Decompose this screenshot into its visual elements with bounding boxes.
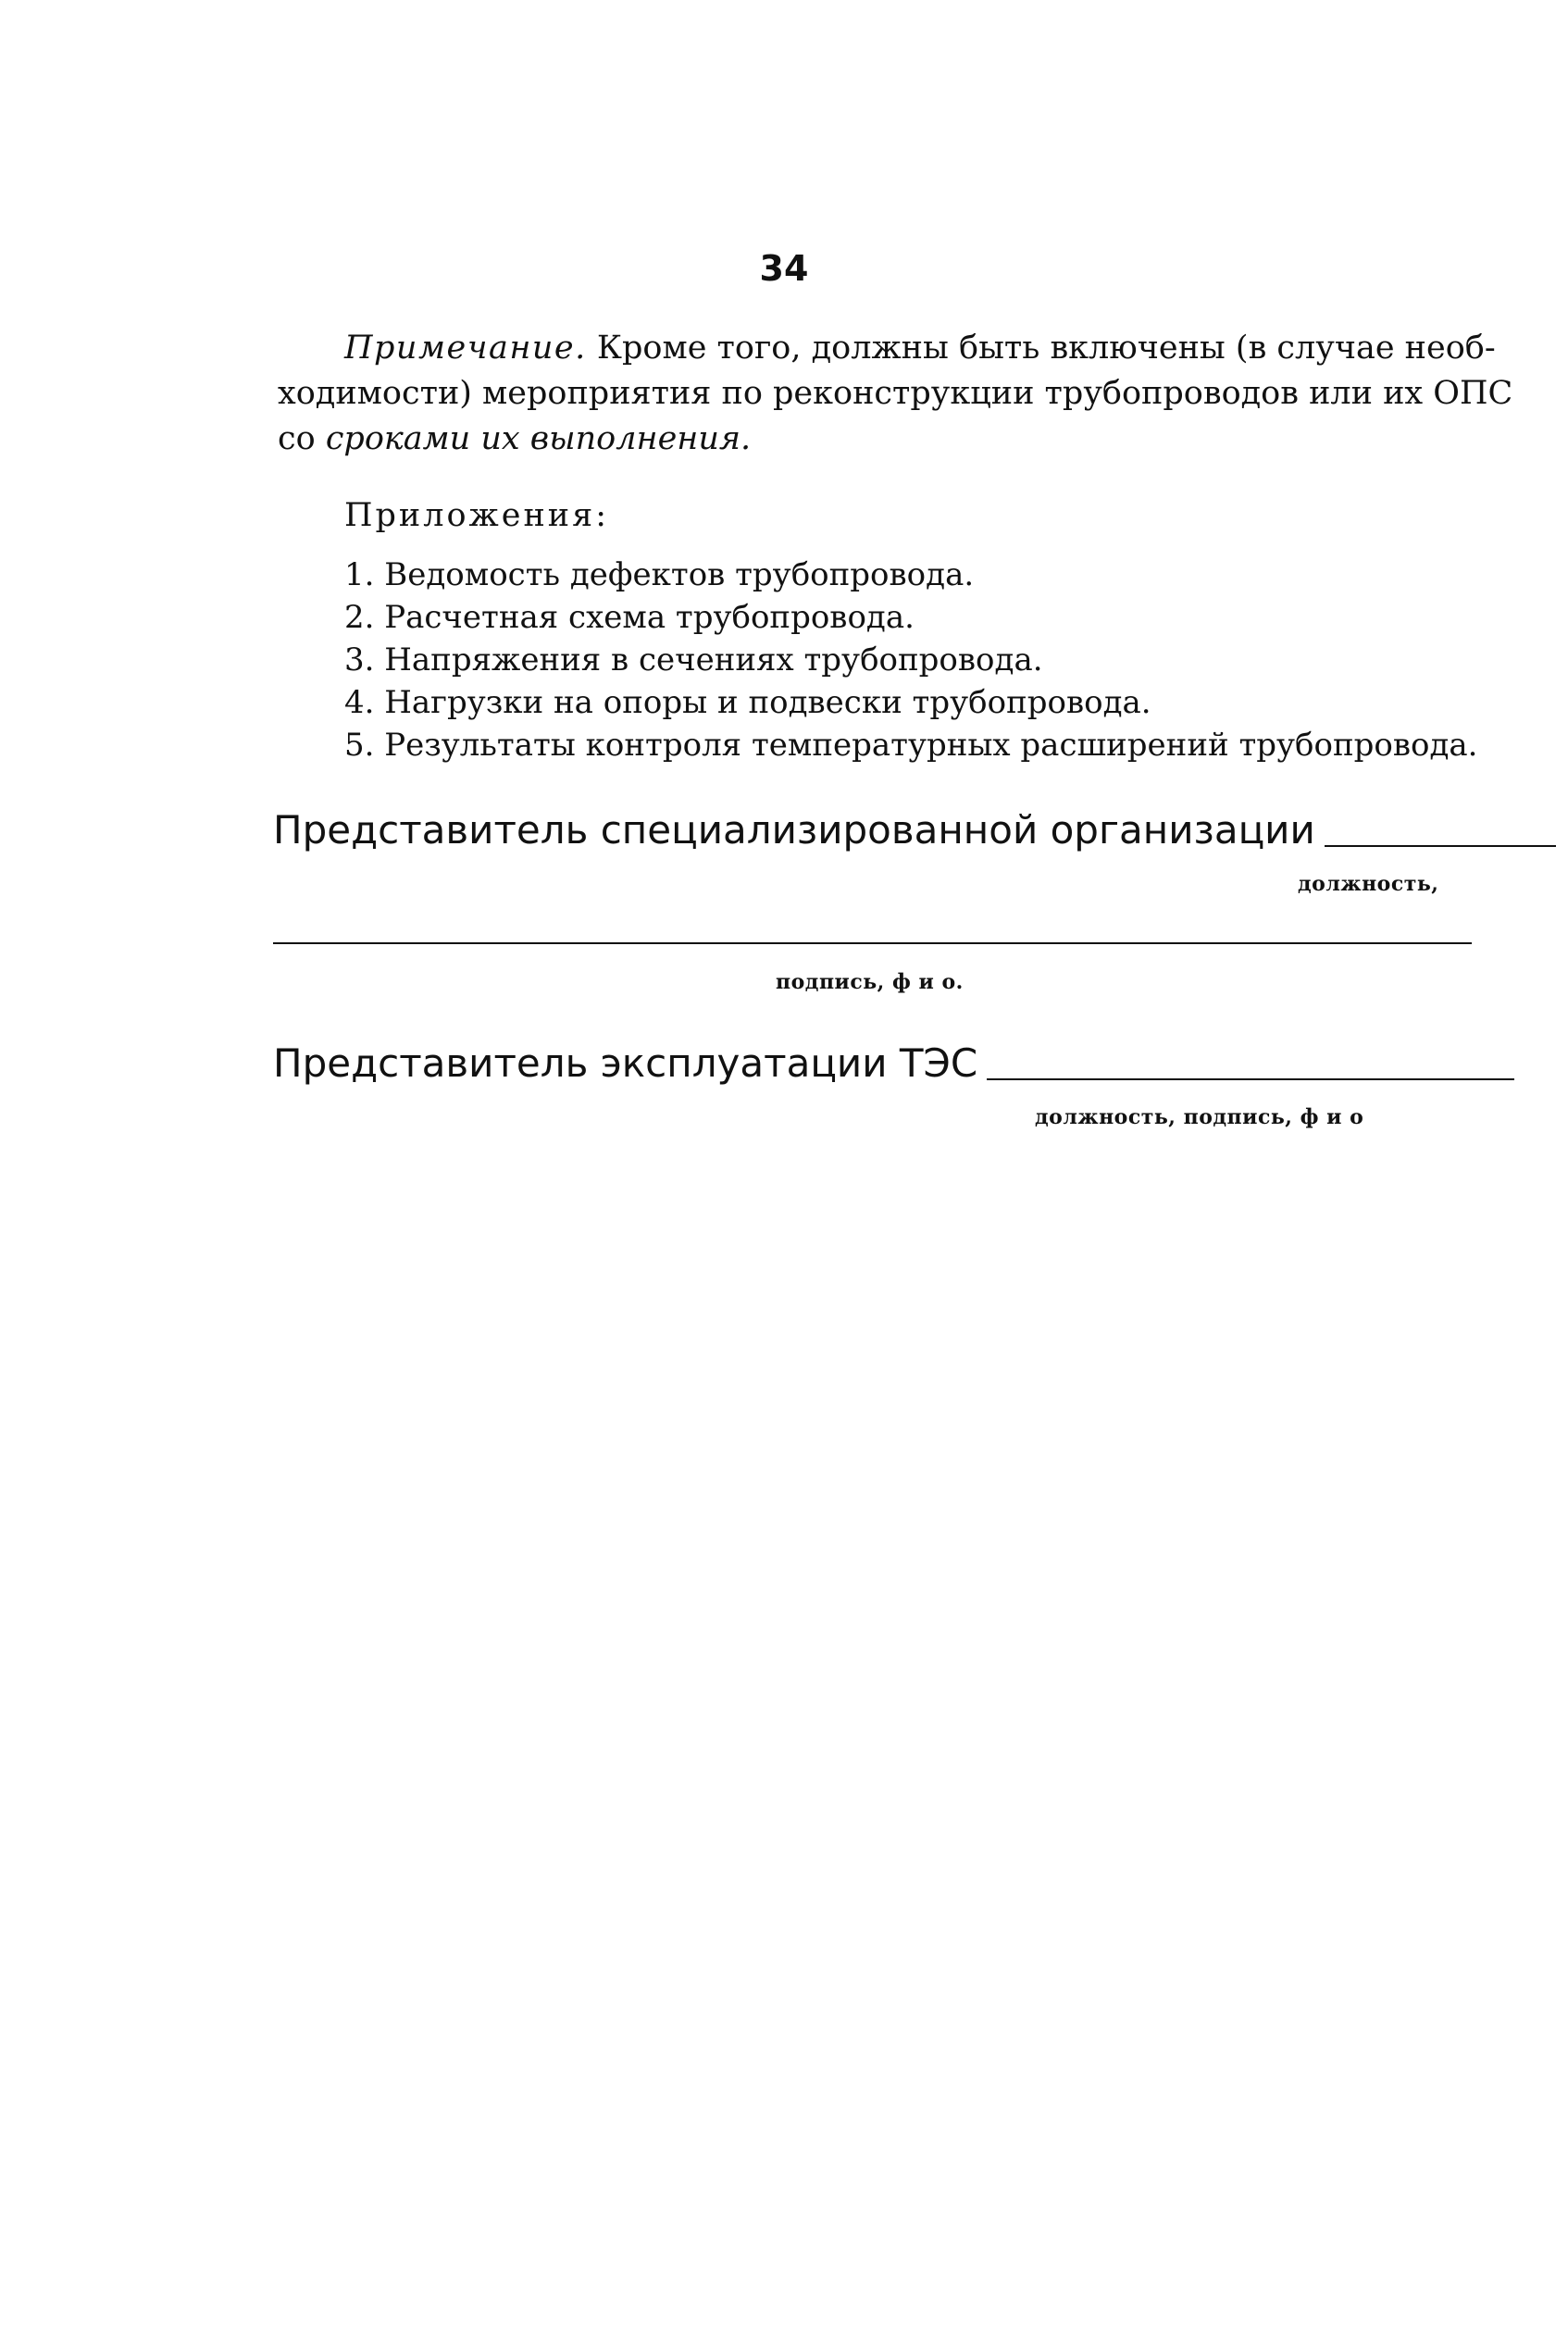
appendix-item: 4. Нагрузки на опоры и подвески трубопровода. [344, 684, 1151, 721]
note-line-3-text: со [278, 420, 326, 457]
operations-signature-row [273, 1040, 1514, 1086]
note-line-1-text: Кроме того, должны быть включены (в случае необ- [586, 330, 1496, 367]
appendix-item: 1. Ведомость дефектов трубопровода. [344, 556, 975, 593]
specialized-org-signature-row [273, 807, 1556, 853]
position-caption: должность, [1298, 872, 1439, 896]
note-line-2: ходимости) мероприятия по реконструкции трубопроводов или их ОПС [278, 375, 1513, 412]
note-line-3 [278, 417, 1472, 462]
operations-blank-line [987, 1077, 1514, 1080]
operations-label: Представитель эксплуатации ТЭС [273, 1040, 978, 1086]
appendix-item: 2. Расчетная схема трубопровода. [344, 599, 915, 636]
note-paragraph [278, 326, 1513, 462]
specialized-org-label: Представитель специализированной организации [273, 807, 1315, 853]
operations-caption: должность, подпись, ф и о [1035, 1105, 1364, 1129]
position-blank-line [1325, 843, 1556, 847]
page-number: 34 [759, 248, 809, 289]
signature-caption: подпись, ф и о. [776, 970, 964, 994]
appendix-list [344, 554, 1477, 766]
note-line-1 [278, 326, 1496, 371]
appendix-item: 3. Напряжения в сечениях трубопровода. [344, 641, 1043, 678]
note-line-3-italic: сроками их выполнения. [325, 420, 752, 457]
appendix-heading: Приложения: [344, 497, 609, 534]
note-label: Примечание. [344, 330, 587, 367]
appendix-item: 5. Результаты контроля температурных расширений трубопровода. [344, 727, 1478, 764]
signature-blank-line [273, 942, 1472, 944]
